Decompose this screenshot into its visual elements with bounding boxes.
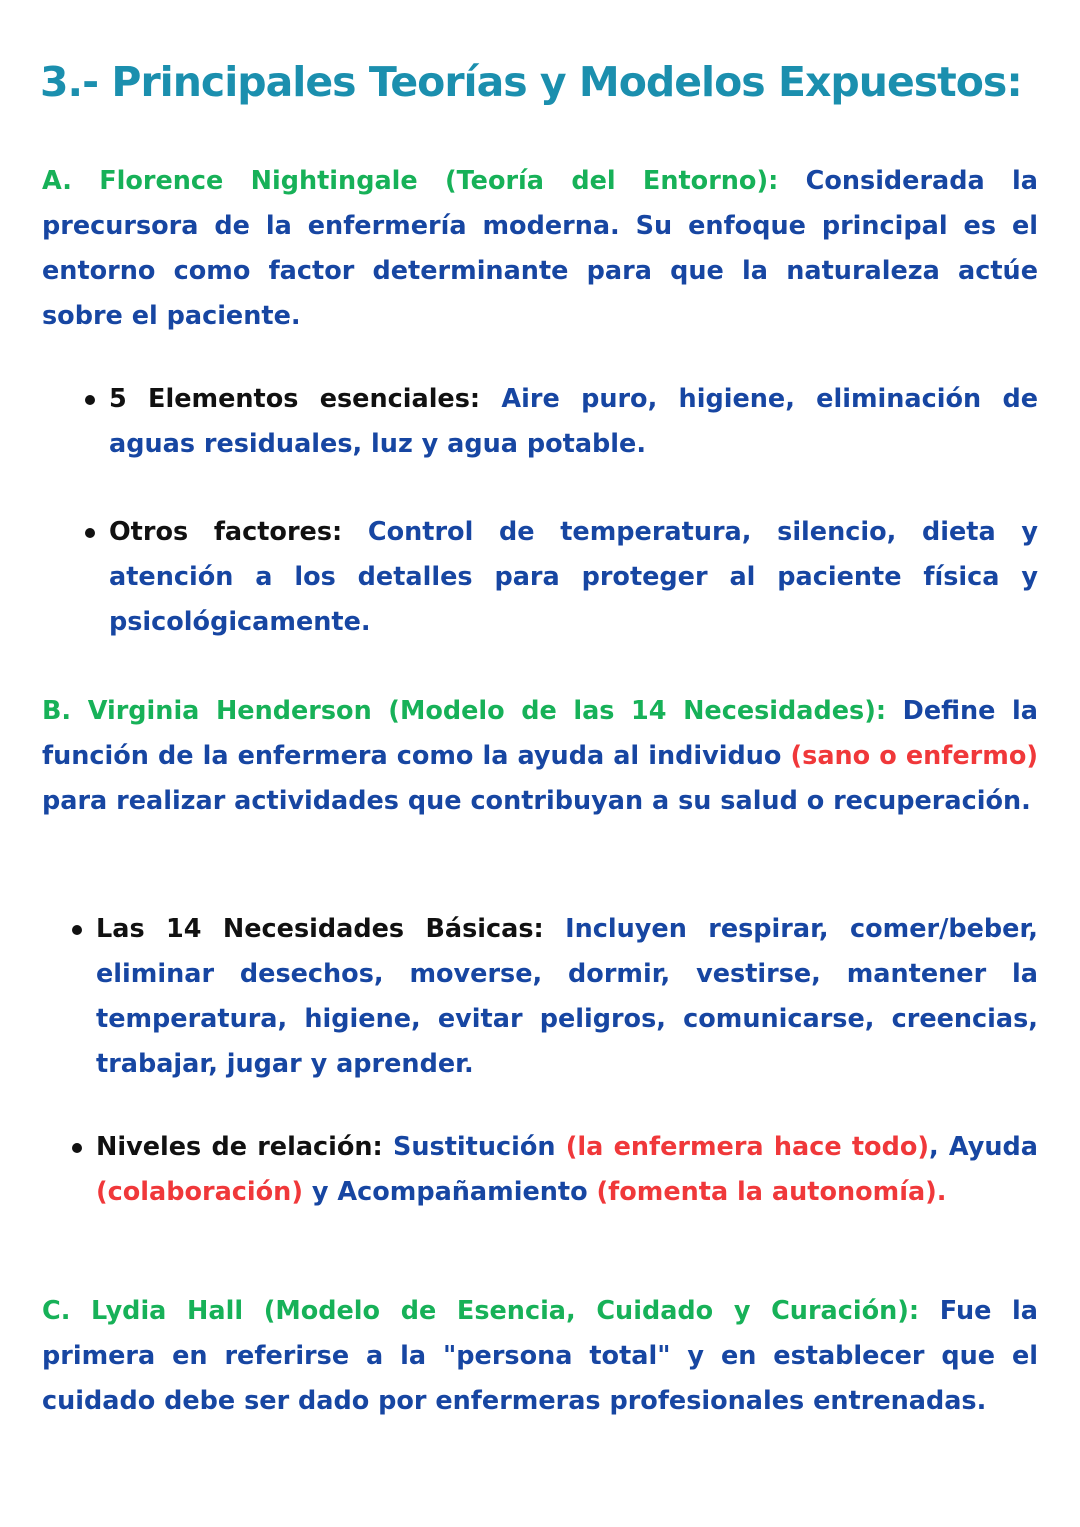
bullet-text: Aire puro, higiene, eliminación de aguas residuales, luz y agua potable. <box>109 384 1038 459</box>
section-body: Considerada la precursora de la enfermería moderna. Su enfoque principal es el entorno como factor determinante para que la naturaleza actúe sobre el paciente. <box>42 166 1038 331</box>
bullet-label: 5 Elementos esenciales: <box>109 384 481 414</box>
bullet-text: Sustitución <box>393 1132 556 1162</box>
bullet-text: , Ayuda <box>929 1132 1038 1162</box>
bullet-label: Otros factores: <box>109 517 343 547</box>
bullet-text: y Acompañamiento <box>311 1177 588 1207</box>
section-body: para realizar actividades que contribuyan a su salud o recuperación. <box>42 786 1031 816</box>
section-body: Define la función de la enfermera como la ayuda al individuo <box>42 696 1038 771</box>
list-item <box>109 377 1038 467</box>
nightingale-bullets <box>109 377 1038 645</box>
section-nightingale <box>42 159 1038 339</box>
section-heading: C. Lydia Hall (Modelo de Esencia, Cuidado y Curación): <box>42 1296 920 1326</box>
highlight-text: (colaboración) <box>96 1177 303 1207</box>
section-hall <box>42 1289 1038 1424</box>
highlight-text: (la enfermera hace todo) <box>565 1132 929 1162</box>
page-title: 3.- Principales Teorías y Modelos Expuestos: <box>40 58 1022 106</box>
bullet-text: Control de temperatura, silencio, dieta y atención a los detalles para proteger al paciente física y psicológicamente. <box>109 517 1038 637</box>
section-heading: A. Florence Nightingale (Teoría del Entorno): <box>42 166 779 196</box>
highlight-text: (sano o enfermo) <box>790 741 1038 771</box>
henderson-bullets <box>96 907 1038 1215</box>
list-item <box>96 1125 1038 1215</box>
highlight-text: (fomenta la autonomía). <box>596 1177 947 1207</box>
list-item <box>109 510 1038 645</box>
bullet-text: Incluyen respirar, comer/beber, eliminar desechos, moverse, dormir, vestirse, mantener la temperatura, higiene, evitar peligros, comunicarse, creencias, trabajar, jugar y aprender. <box>96 914 1038 1079</box>
section-henderson <box>42 689 1038 824</box>
list-item <box>96 907 1038 1087</box>
bullet-label: Niveles de relación: <box>96 1132 383 1162</box>
bullet-label: Las 14 Necesidades Básicas: <box>96 914 544 944</box>
section-body: Fue la primera en referirse a la "persona total" y en establecer que el cuidado debe ser dado por enfermeras profesionales entrenadas. <box>42 1296 1038 1416</box>
section-heading: B. Virginia Henderson (Modelo de las 14 Necesidades): <box>42 696 887 726</box>
